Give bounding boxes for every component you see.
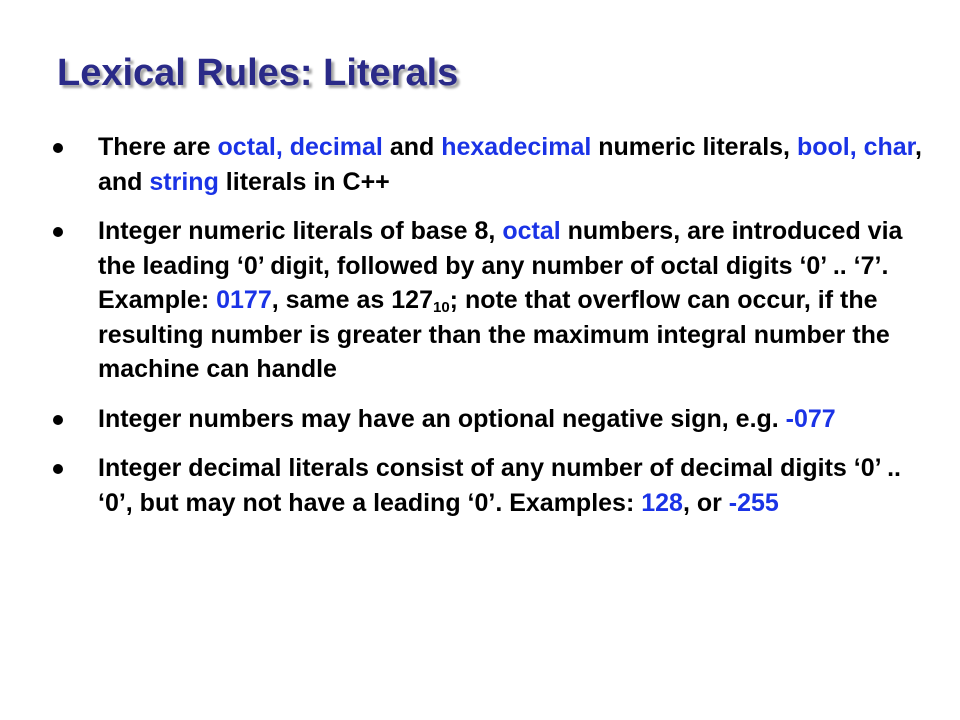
bullet-item-negative-sign xyxy=(48,402,928,437)
bullet-dot-icon xyxy=(53,143,63,153)
highlight-bool-char: bool, char xyxy=(796,133,916,161)
bullet-item-octal xyxy=(48,214,928,387)
bullet-text: Integer numbers may have an optional negative sign, e.g. xyxy=(98,404,786,433)
bullet-text: numeric literals, xyxy=(591,133,797,161)
bullet-list xyxy=(48,130,928,535)
highlight-string: string xyxy=(149,167,219,196)
slide-title: Lexical Rules: Literals xyxy=(57,52,459,94)
bullet-dot-icon xyxy=(53,464,63,474)
highlight-hexadecimal: hexadecimal xyxy=(441,133,592,161)
highlight-octal: octal xyxy=(502,217,561,245)
bullet-text: literals in C++ xyxy=(218,167,390,196)
highlight-negative-077: -077 xyxy=(785,404,836,433)
highlight-octal-decimal: octal, decimal xyxy=(217,133,383,161)
highlight-0177: 0177 xyxy=(216,286,272,314)
bullet-text: , or xyxy=(682,488,729,517)
bullet-dot-icon xyxy=(53,415,63,425)
bullet-item-decimal xyxy=(48,451,928,520)
bullet-item-literal-kinds xyxy=(48,130,928,199)
bullet-text: Integer numeric literals of base 8, xyxy=(98,217,503,245)
bullet-text: , and xyxy=(98,133,922,196)
bullet-dot-icon xyxy=(53,227,63,237)
highlight-negative-255: -255 xyxy=(728,488,779,517)
highlight-128: 128 xyxy=(641,488,683,517)
bullet-text: and xyxy=(382,133,442,161)
bullet-text: numbers, are introduced via the leading ‘0’ digit, followed by any number of octal digits ‘0’ .. ‘7’. Example: xyxy=(98,217,903,314)
bullet-text: ; note that overflow can occur, if the resulting number is greater than the maximum integral number the machine can handle xyxy=(98,286,890,383)
bullet-text: , same as 127 xyxy=(271,286,433,314)
base-subscript: 10 xyxy=(432,299,450,316)
bullet-text: There are xyxy=(98,133,218,161)
bullet-text: Integer decimal literals consist of any number of decimal digits ‘0’ .. ‘0’, but may not have a leading ‘0’. Examples: xyxy=(98,454,902,517)
